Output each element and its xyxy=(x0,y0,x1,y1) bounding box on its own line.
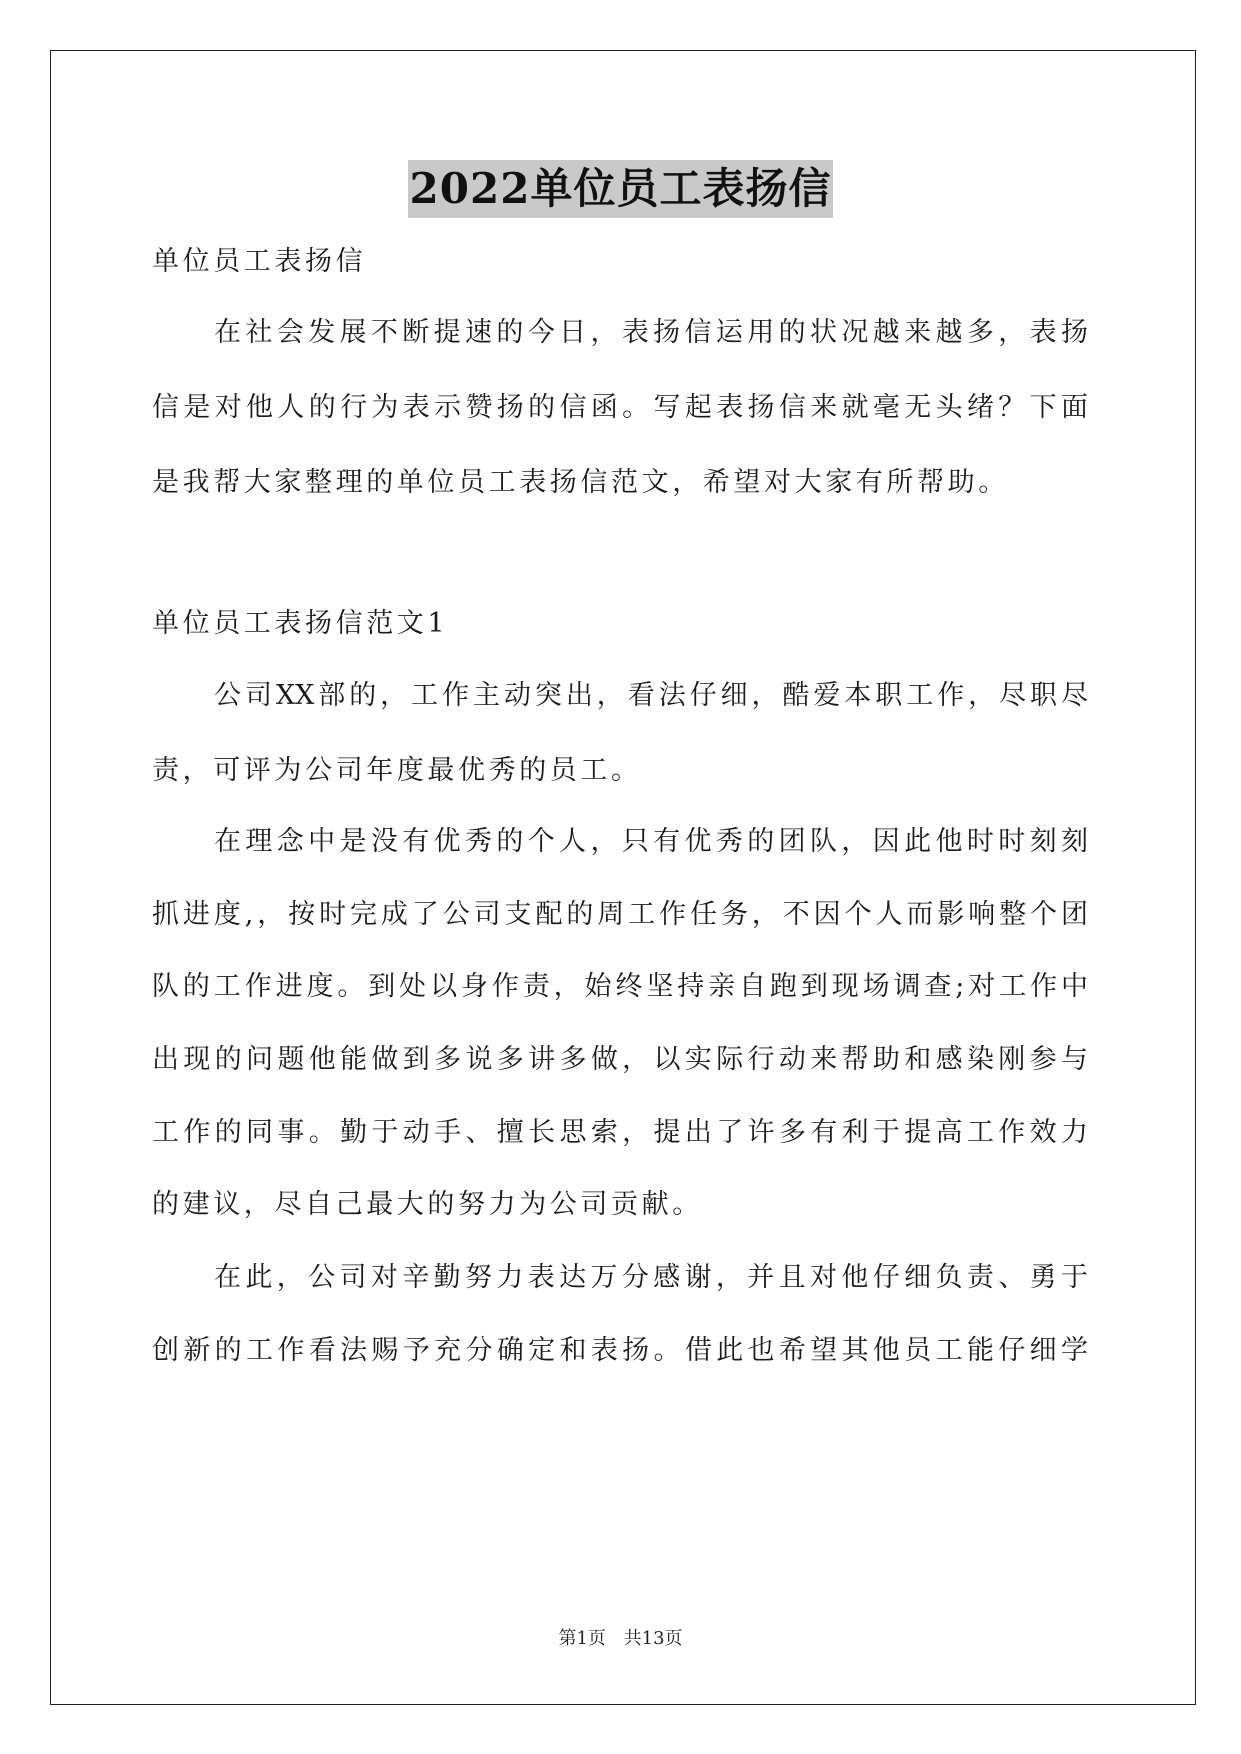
paragraph-line: 公司XX部的，工作主动突出，看法仔细，酷爱本职工作，尽职尽 xyxy=(214,680,1088,711)
page-total: 共13页 xyxy=(623,1628,683,1649)
paragraph-line: 创新的工作看法赐予充分确定和表扬。借此也希望其他员工能仔细学 xyxy=(152,1335,1088,1366)
page-footer xyxy=(0,1624,1241,1650)
paragraph-line: 在此，公司对辛勤努力表达万分感谢，并且对他仔细负责、勇于 xyxy=(214,1262,1088,1293)
section-heading: 单位员工表扬信 xyxy=(152,246,367,277)
paragraph-line: 在理念中是没有优秀的个人，只有优秀的团队，因此他时时刻刻 xyxy=(214,826,1088,857)
paragraph-line: 的建议，尽自己最大的努力为公司贡献。 xyxy=(152,1189,703,1220)
paragraph-line: 是我帮大家整理的单位员工表扬信范文，希望对大家有所帮助。 xyxy=(152,467,1009,498)
document-title-text: 2022单位员工表扬信 xyxy=(408,160,834,218)
paragraph-line: 工作的同事。勤于动手、擅长思索，提出了许多有利于提高工作效力 xyxy=(152,1117,1088,1148)
paragraph-line: 队的工作进度。到处以身作责，始终坚持亲自跑到现场调查;对工作中 xyxy=(152,971,1088,1002)
paragraph-line: 在社会发展不断提速的今日，表扬信运用的状况越来越多，表扬 xyxy=(214,317,1088,348)
paragraph-line: 出现的问题他能做到多说多讲多做，以实际行动来帮助和感染刚参与 xyxy=(152,1044,1088,1075)
paragraph-line: 责，可评为公司年度最优秀的员工。 xyxy=(152,755,642,786)
document-title xyxy=(0,160,1241,220)
section-heading: 单位员工表扬信范文1 xyxy=(152,608,449,639)
page-number: 第1页 xyxy=(558,1628,606,1649)
page-border xyxy=(50,50,1196,1705)
paragraph-line: 抓进度,，按时完成了公司支配的周工作任务，不因个人而影响整个团 xyxy=(152,899,1088,930)
paragraph-line: 信是对他人的行为表示赞扬的信函。写起表扬信来就毫无头绪？下面 xyxy=(152,392,1088,423)
